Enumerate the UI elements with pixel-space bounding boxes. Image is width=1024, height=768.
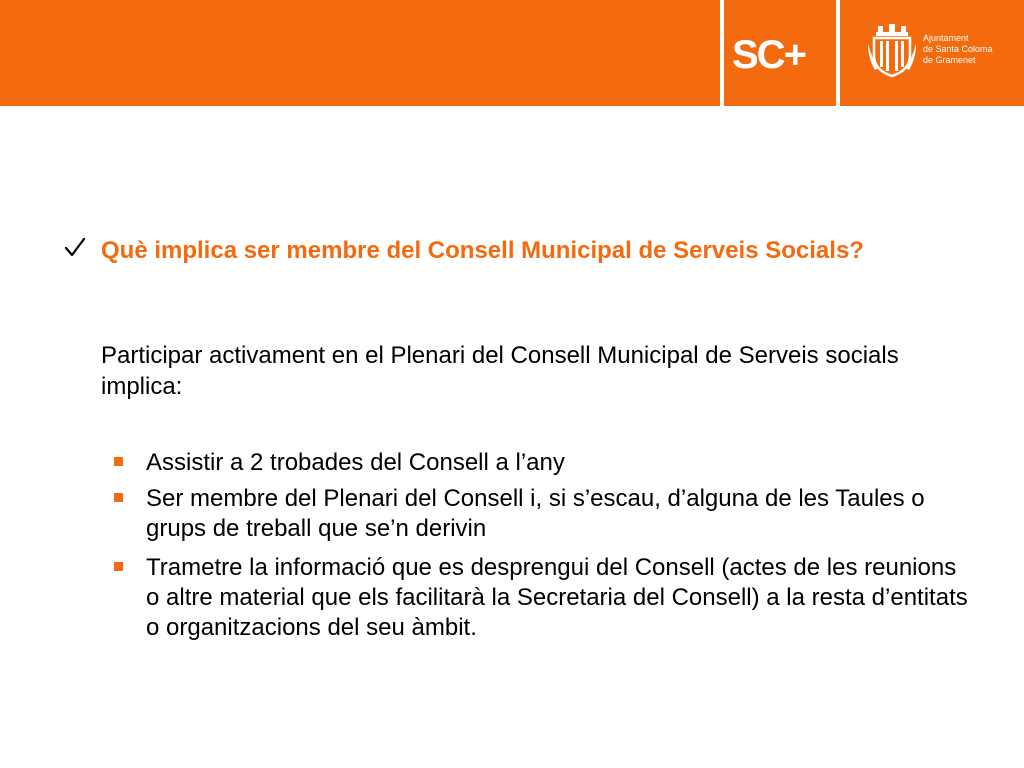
brand-text: SC+	[732, 33, 805, 75]
square-bullet-icon	[114, 457, 123, 466]
list-item	[146, 484, 976, 544]
list-item-text: Trametre la informació que es desprengui del Consell (actes de les reunions o altre material que els facilitarà la Secretaria del Consell) a la resta d’entitats o organitzacions del seu àmbit.	[146, 554, 968, 641]
city-name-line: Ajuntament	[923, 33, 969, 43]
city-name-line: de Gramenet	[923, 55, 976, 65]
intro-paragraph: Participar activament en el Plenari del Consell Municipal de Serveis socials implica:	[101, 342, 899, 400]
question-heading: Què implica ser membre del Consell Municipal de Serveis Socials?	[101, 237, 864, 264]
list-item-text: Assistir a 2 trobades del Consell a l’any	[146, 449, 565, 476]
square-bullet-icon	[114, 562, 123, 571]
list-item	[146, 448, 976, 478]
square-bullet-icon	[114, 493, 123, 502]
list-item-text: Ser membre del Plenari del Consell i, si s’escau, d’alguna de les Taules o grups de treball que se’n derivin	[146, 485, 925, 542]
city-name-line: de Santa Coloma	[923, 44, 993, 54]
check-icon	[64, 236, 86, 258]
list-item	[146, 553, 976, 643]
